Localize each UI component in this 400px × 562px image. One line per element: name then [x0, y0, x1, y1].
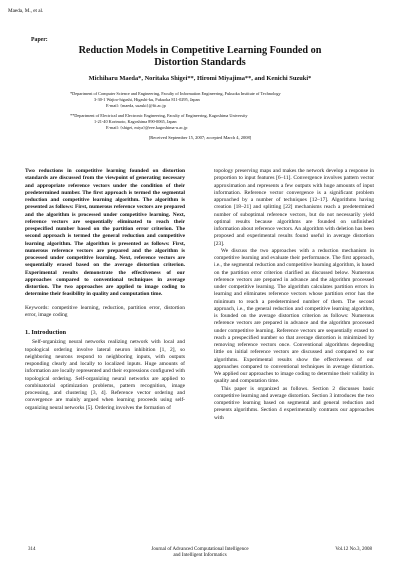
affiliation-2-address: 1-21-40 Korimoto, Kagoshima 890-0065, Japan	[94, 119, 177, 125]
section-label: Paper:	[31, 37, 48, 43]
affiliation-1-address: 3-30-1 Wajiro-higashi, Higashi-ku, Fukuoka 811-0295, Japan	[94, 97, 200, 103]
author-list: Michiharu Maeda*, Noritaka Shigei**, Hiromi Miyajima**, and Kenichi Suzuki*	[88, 75, 312, 82]
journal-line-1: Journal of Advanced Computational Intelligence	[151, 547, 249, 552]
keywords: Keywords: competitive learning, reduction, partition error, distortion error, image coding	[25, 304, 185, 318]
section-heading-introduction: 1. Introduction	[25, 329, 67, 336]
body-paragraph-1: topology preserving maps and makes the network develop a response in proportion to input features [6–11]. Convergence involves pattern vector approximation and represents a few outputs with huge amounts of input information. Reference vector convergence is a significant problem approached by a number of techniques [12–17]. Algorithms having creation [18–21] and splitting [22] mechanisms reach a predetermined number of suboptimal reference vectors, but do not necessarily yield optimal results because algorithms are founded on unfinished information about reference vectors. An algorithm with deletion has been proposed and experimental results found useful in average distortion [23].	[214, 168, 374, 247]
received-dates: [Received September 15, 2007; accepted March 4, 2008]	[148, 135, 252, 140]
page-number: 314	[28, 547, 36, 552]
affiliation-1-email: E-mail: {maeda, suzuki}@fit.ac.jp	[106, 103, 166, 109]
paper-title	[24, 45, 376, 69]
title-line-2: Distortion Standards	[154, 57, 246, 69]
affiliation-2-email: E-mail: {shigei, miya}@eee.kagoshima-u.ac.jp	[106, 125, 188, 131]
journal-name	[28, 547, 372, 559]
right-column	[214, 168, 374, 422]
body-paragraph-2: We discuss the two approaches with a reduction mechanism in competitive learning and evaluate their performance. The first approach, i.e., the segmental reduction and competitive learning algorithm, is based on the partition error criterion clarified as discussed below. Numerous reference vectors are prepared in advance and the algorithm processed under competitive learning. The algorithm calculates partition errors in learning and eliminates reference vectors whose partition error has the minimum to reach a predetermined number of them. The second approach, i.e., the general reduction and competitive learning algorithm, is founded on the average distortion criterion as follows: Numerous reference vectors are prepared in advance and the algorithm processed under competitive learning. Reference vectors are sequentially erased to reach a prespecified number so that average distortion is minimized by removing reference vectors once. Conventional algorithms depending little on initial reference vectors are discussed and compared to our algorithms. Experimental results show the effectiveness of our approaches compared to conventional techniques in average distortion. We applied our approaches to image coding to determine their validity in quality and computation time.	[214, 247, 374, 385]
abstract: Two reductions in competitive learning founded on distortion standards are discussed from the viewpoint of generating necessary and appropriate reference vectors under the condition of their predetermined number. The first approach is termed the segmental reduction and competitive learning algorithm. The algorithm is presented as follows: First, numerous reference vectors are prepared and the algorithm is processed under competitive learning. Next, reference vectors are sequentially eliminated to reach their prespecified number based on the partition error criterion. The second approach is termed the general reduction and competitive learning algorithm. The algorithm is presented as follows: First, numerous reference vectors are prepared and the algorithm is processed under competitive learning. Next, reference vectors are sequentially erased based on the average distortion criterion. Experimental results demonstrate the effectiveness of our approaches compared to conventional techniques in average distortion. The two approaches are applied to image coding to determine their feasibility in quality and computation time.	[25, 168, 185, 298]
journal-line-2: and Intelligent Informatics	[173, 553, 227, 559]
affiliation-2-name: **Department of Electrical and Electronic Engineering, Faculty of Engineering, Kagoshima University	[70, 113, 248, 118]
title-line-1: Reduction Models in Competitive Learning Founded on	[78, 45, 322, 56]
intro-paragraph-1: Self-organizing neural networks realizing network with local and topological ordering involve lateral neuron inhibition [1, 2], so neighboring neurons respond to neighboring inputs, with outputs responding clearly and locally to localized inputs. Huge amounts of information are locally represented and their expressions configured with topological ordering. Self-organizing neural networks are applied to combinatorial optimization problems, pattern recognition, image processing, and clustering [3, 4]. Reference vector ordering and convergence are mainly argued when learning proceeds using self-organizing neural networks [5]. Ordering involves the formation of	[25, 339, 185, 411]
affiliation-1-name: *Department of Computer Science and Engineering, Faculty of Information Engineering, Fukuoka Institute of Technology	[70, 91, 281, 96]
affiliation-2	[70, 113, 350, 132]
running-head: Maeda, M., et al.	[8, 8, 44, 14]
left-column	[25, 168, 185, 412]
affiliation-1	[70, 91, 350, 110]
volume-info: Vol.12 No.3, 2008	[335, 547, 372, 552]
body-paragraph-3: This paper is organized as follows. Section 2 discusses basic competitive learning and average distortion. Section 3 introduces the two competitive learning based on segmental and general reduction and presents algorithms. Section 4 experimentally contrasts our approaches with	[214, 385, 374, 421]
